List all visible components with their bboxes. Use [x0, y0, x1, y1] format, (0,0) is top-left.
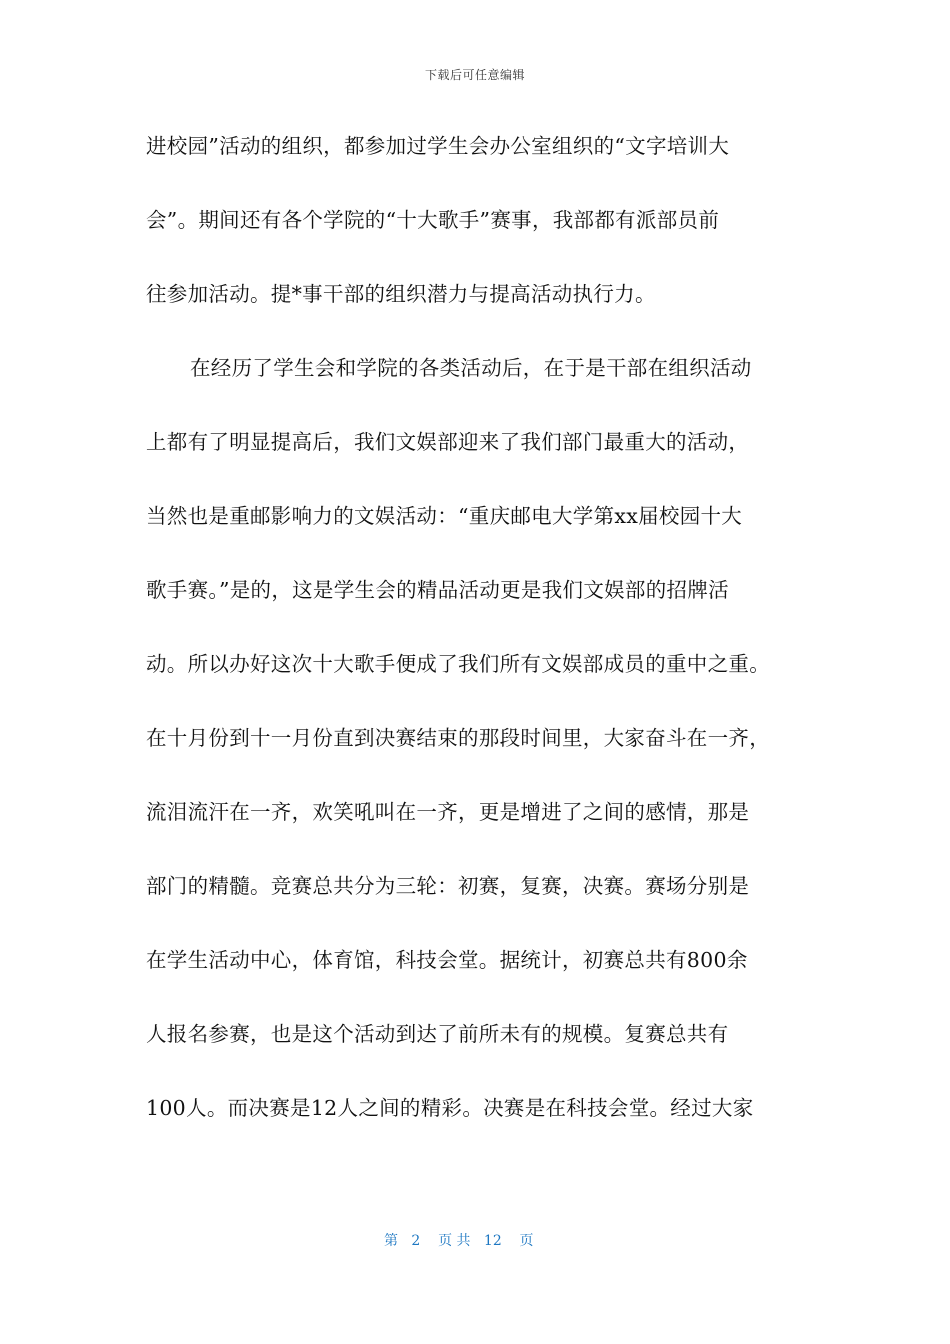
text-line: 进校园”活动的组织，都参加过学生会办公室组织的“文字培训大	[146, 134, 730, 158]
footer-suffix: 页	[519, 1233, 534, 1249]
text-line: 往参加活动。提*事干部的组织潜力与提高活动执行力。	[146, 282, 656, 306]
text-line: 人报名参赛，也是这个活动到达了前所未有的规模。复赛总共有	[146, 1022, 729, 1046]
footer-prefix: 第	[384, 1233, 398, 1249]
text-line: 上都有了明显提高后，我们文娱部迎来了我们部门最重大的活动，	[146, 430, 750, 454]
total-pages-number: 12	[483, 1233, 502, 1249]
text-line: 会”。期间还有各个学院的“十大歌手”赛事，我部都有派部员前	[146, 208, 720, 232]
page-footer	[384, 1230, 534, 1250]
current-page-number: 2	[411, 1233, 421, 1249]
text-line: 部门的精髓。竞赛总共分为三轮：初赛，复赛，决赛。赛场分别是	[146, 874, 750, 898]
page-header: 下载后可任意编辑	[424, 68, 525, 82]
text-line: 当然也是重邮影响力的文娱活动：“重庆邮电大学第xx届校园十大	[146, 504, 743, 528]
text-line: 歌手赛。”是的，这是学生会的精品活动更是我们文娱部的招牌活	[146, 578, 729, 602]
document-body	[146, 126, 826, 1162]
text-line: 在十月份到十一月份直到决赛结束的那段时间里，大家奋斗在一齐，	[146, 726, 770, 750]
text-line: 100人。而决赛是12人之间的精彩。决赛是在科技会堂。经过大家	[146, 1096, 754, 1120]
footer-middle: 页 共	[438, 1233, 471, 1249]
text-line: 在学生活动中心，体育馆，科技会堂。据统计，初赛总共有800余	[146, 948, 748, 972]
text-line: 流泪流汗在一齐，欢笑吼叫在一齐，更是增进了之间的感情，那是	[146, 800, 750, 824]
paragraph-start-line: 在经历了学生会和学院的各类活动后，在于是干部在组织活动	[190, 356, 752, 380]
text-line: 动。所以办好这次十大歌手便成了我们所有文娱部成员的重中之重。	[146, 652, 770, 676]
